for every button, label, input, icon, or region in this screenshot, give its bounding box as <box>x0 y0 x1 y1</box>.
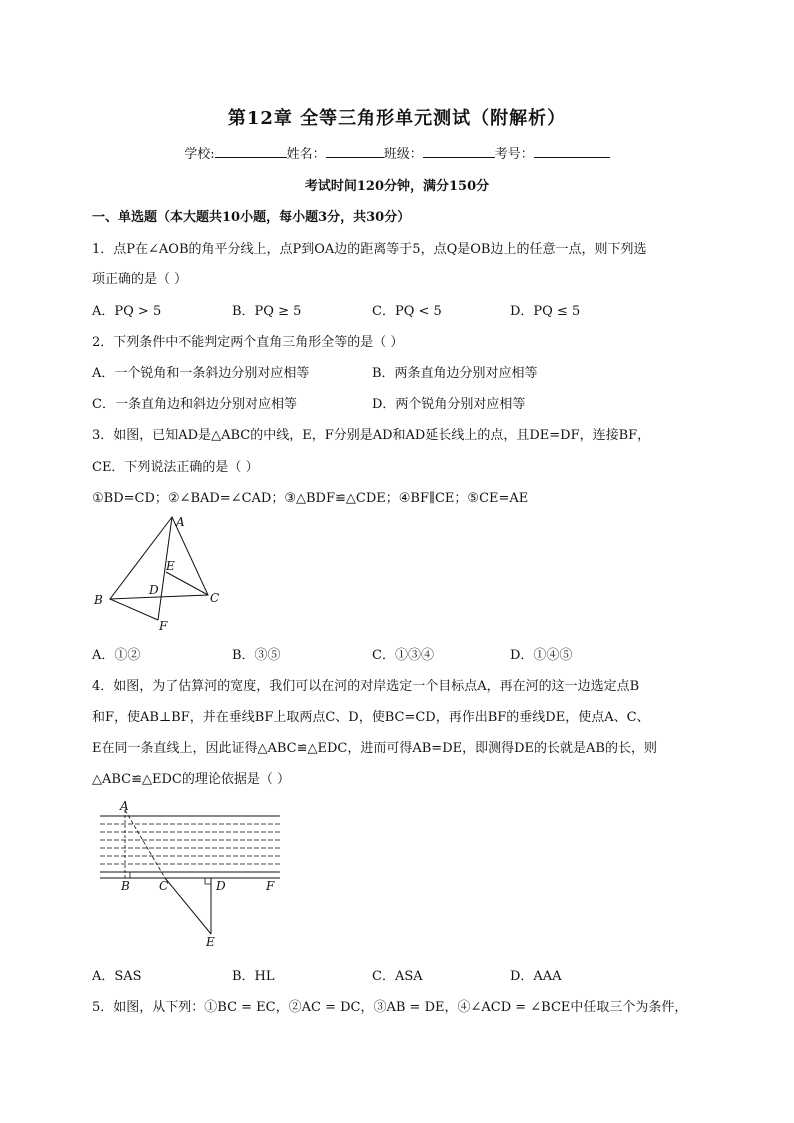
q2-option-d[interactable]: D．两个锐角分别对应相等 <box>372 397 526 412</box>
q3-label-e: E <box>166 559 175 573</box>
exam-no-label: 考号： <box>494 147 534 162</box>
q4-option-b[interactable]: B．HL <box>232 969 275 984</box>
q4-label-f: F <box>266 879 275 893</box>
q3-option-d[interactable]: D．①④⑤ <box>510 648 573 663</box>
q1-stem-line1: 1．点P在∠AOB的角平分线上，点P到OA边的距离等于5，点Q是OB边上的任意一点，则下列选 <box>92 242 647 257</box>
q4-option-c[interactable]: C．ASA <box>372 969 423 984</box>
q4-label-d: D <box>216 879 226 893</box>
q1-stem-line2: 项正确的是（ ） <box>92 272 188 287</box>
q3-statements: ①BD=CD；②∠BAD=∠CAD；③△BDF≌△CDE；④BF∥CE；⑤CE=AE <box>92 491 529 506</box>
q3-option-b[interactable]: B．③⑤ <box>232 648 281 663</box>
q4-stem-line3: E在同一条直线上，因此证得△ABC≌△EDC，进而可得AB=DE，即测得DE的长就是AB的长，则 <box>92 741 657 756</box>
page-title: 第12章 全等三角形单元测试（附解析） <box>227 108 567 129</box>
exam-info: 考试时间120分钟，满分150分 <box>304 179 490 194</box>
q4-option-a[interactable]: A．SAS <box>92 969 142 984</box>
q3-label-b: B <box>94 593 103 607</box>
q3-label-f: F <box>159 619 168 633</box>
q1-option-a[interactable]: A．PQ > 5 <box>92 304 162 319</box>
q3-triangle-figure <box>90 512 230 637</box>
class-label: 班级： <box>383 147 423 162</box>
q1-option-d[interactable]: D．PQ ≤ 5 <box>510 304 581 319</box>
q4-stem-line2: 和F，使AB⊥BF，并在垂线BF上取两点C、D，使BC=CD，再作出BF的垂线DE，使点A、C、 <box>92 710 650 725</box>
q2-option-a[interactable]: A．一个锐角和一条斜边分别对应相等 <box>92 366 310 381</box>
q3-stem-line2: CE．下列说法正确的是（ ） <box>92 460 259 475</box>
section-heading: 一、单选题（本大题共10小题，每小题3分，共30分） <box>92 210 411 225</box>
q4-river-figure <box>95 798 290 950</box>
student-info-row <box>0 143 794 162</box>
q1-option-b[interactable]: B．PQ ≥ 5 <box>232 304 302 319</box>
q4-label-b: B <box>121 879 130 893</box>
q4-stem-line1: 4．如图，为了估算河的宽度，我们可以在河的对岸选定一个目标点A，再在河的这一边选定点B <box>92 679 640 694</box>
q3-label-a: A <box>176 515 185 529</box>
q3-option-a[interactable]: A．①② <box>92 648 141 663</box>
q4-stem-line4: △ABC≌△EDC的理论依据是（ ） <box>92 772 291 787</box>
q3-option-c[interactable]: C．①③④ <box>372 648 434 663</box>
q4-option-d[interactable]: D．AAA <box>510 969 562 984</box>
class-blank[interactable] <box>423 145 495 158</box>
q5-stem-line1: 5．如图，从下列：①BC = EC，②AC = DC，③AB = DE，④∠ACD = ∠BCE中任取三个为条件， <box>92 1000 688 1015</box>
q4-label-c: C <box>159 879 169 893</box>
name-label: 姓名： <box>286 147 326 162</box>
q3-stem-line1: 3．如图，已知AD是△ABC的中线，E，F分别是AD和AD延长线上的点，且DE=DF，连接BF， <box>92 428 651 443</box>
exam-no-blank[interactable] <box>534 145 610 158</box>
q2-option-c[interactable]: C．一条直角边和斜边分别对应相等 <box>92 397 297 412</box>
name-blank[interactable] <box>326 145 384 158</box>
q2-option-b[interactable]: B．两条直角边分别对应相等 <box>372 366 538 381</box>
q1-option-c[interactable]: C．PQ < 5 <box>372 304 442 319</box>
q4-label-e: E <box>206 935 215 949</box>
school-blank[interactable] <box>215 145 287 158</box>
q3-label-c: C <box>210 591 220 605</box>
q3-label-d: D <box>149 583 159 597</box>
q2-stem: 2．下列条件中不能判定两个直角三角形全等的是（ ） <box>92 335 404 350</box>
school-label: 学校: <box>184 147 215 162</box>
q4-label-a: A <box>120 799 129 813</box>
